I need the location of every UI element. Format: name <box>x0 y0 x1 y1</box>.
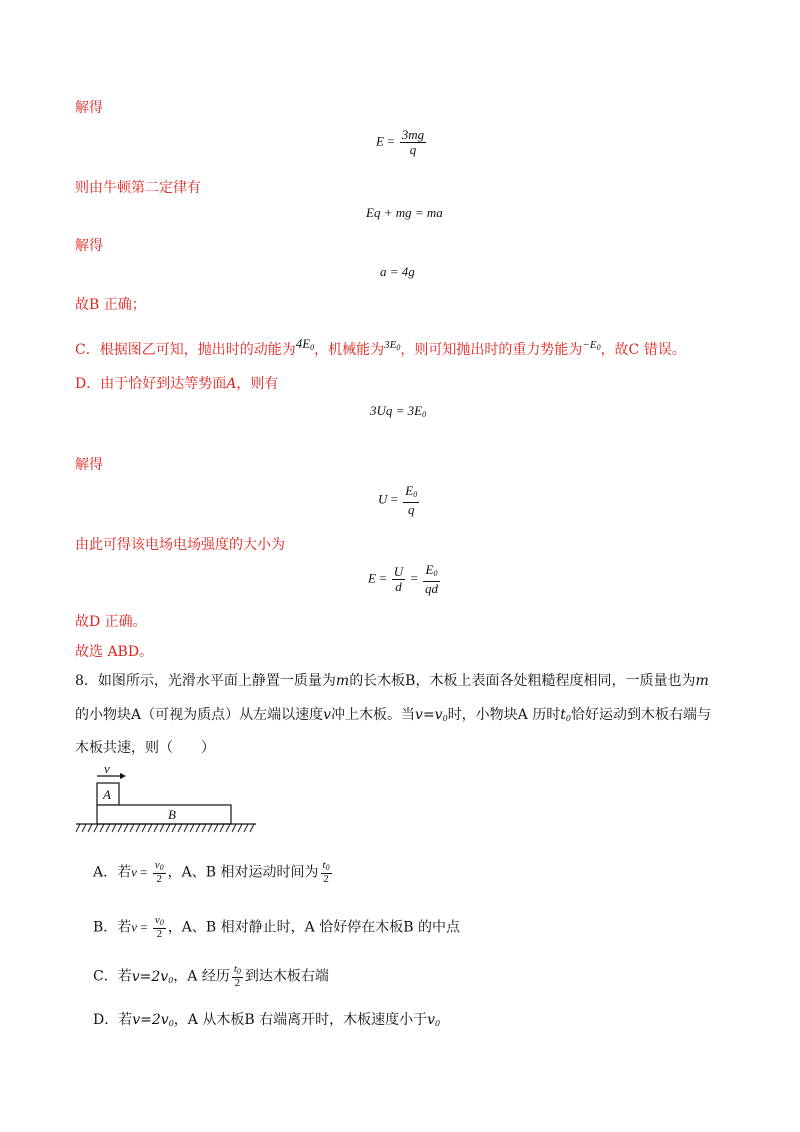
solution-newton-intro: 则由牛顿第二定律有 <box>75 180 201 196</box>
option-b[interactable]: B．若v = $\frac{v_0}{2}$ ，A、B 相对静止时，A 恰好停在木板B 的中点 <box>93 914 460 940</box>
c-kinetic-energy: $4E_0$ <box>295 336 315 352</box>
fig-velocity-label: v <box>104 761 110 776</box>
option-c[interactable]: C．若$v=2v_0$，A 经历 $\frac{t_0}{2}$ 到达木板右端 <box>93 963 329 989</box>
ground-hatch <box>76 824 254 832</box>
solution-jiede-1: 解得 <box>75 100 103 116</box>
c-text-3: ，则可知抛出时的重力势能为 <box>400 342 583 358</box>
solution-d-correct: 故D 正确。 <box>75 614 147 630</box>
equation-field-strength: E = $\frac{U}{d}$ = $\frac{E_0}{qd}$ <box>368 562 439 596</box>
solution-b-correct: 故B 正确； <box>75 297 146 313</box>
board-b <box>97 805 231 824</box>
solution-choose: 故选 ABD。 <box>75 644 154 660</box>
eq-e-numerator: 3mg <box>401 127 425 142</box>
fig-b-label: B <box>168 807 176 822</box>
solution-jiede-2: 解得 <box>75 238 103 254</box>
fig-a-label: A <box>103 787 111 802</box>
d-text-1: D．由于恰好到达等势面 <box>75 376 227 392</box>
equation-newton: Eq + mg = ma <box>366 205 443 220</box>
c-potential-energy: −E0 <box>582 339 601 352</box>
eq-e-denominator: q <box>400 142 426 157</box>
block-board-figure <box>70 760 260 840</box>
c-text-2: ，机械能为 <box>314 342 385 358</box>
equation-3uq: $3Uq = 3E_0$ <box>370 403 427 419</box>
solution-c-line <box>75 334 686 360</box>
question-line-2: 的小物块A（可视为质点）从左端以速度v冲上木板。当$v=v_0$时，小物块A 历时$t_0$恰好运动到木板右端与 <box>75 707 711 723</box>
equation-e-3mg-q: E = $\frac{3mg}{q}$ <box>376 127 425 157</box>
question-line-3: 木板共速，则（ ） <box>75 740 215 756</box>
option-a[interactable]: A．若v = $\frac{v_0}{2}$ ，A、B 相对运动时间为 $\frac{t_0}{2}$ <box>93 859 330 885</box>
solution-d-line <box>75 374 278 394</box>
c-text-1: C．根据图乙可知，抛出时的动能为 <box>75 342 296 358</box>
velocity-arrowhead-icon <box>120 773 126 779</box>
solution-jiede-3: 解得 <box>75 457 103 473</box>
c-mechanical-energy: 3E0 <box>384 339 401 352</box>
equation-a-4g: a = 4g <box>380 264 415 279</box>
option-d[interactable]: D．若$v=2v_0$，A 从木板B 右端离开时，木板速度小于$v_0$ <box>93 1012 441 1028</box>
d-text-2: ，则有 <box>236 376 279 392</box>
equation-u: U = $\frac{E_0}{q}$ <box>378 483 418 517</box>
eq-e-lhs: E <box>376 133 384 149</box>
d-plane-a: A <box>226 376 237 392</box>
solution-field-intro: 由此可得该电场电场强度的大小为 <box>75 537 285 553</box>
c-text-4: ，故C 错误。 <box>600 342 686 358</box>
question-line-1: 8．如图所示，光滑水平面上静置一质量为m的长木板B，木板上表面各处粗糙程度相同，一质量也为m <box>75 673 709 689</box>
